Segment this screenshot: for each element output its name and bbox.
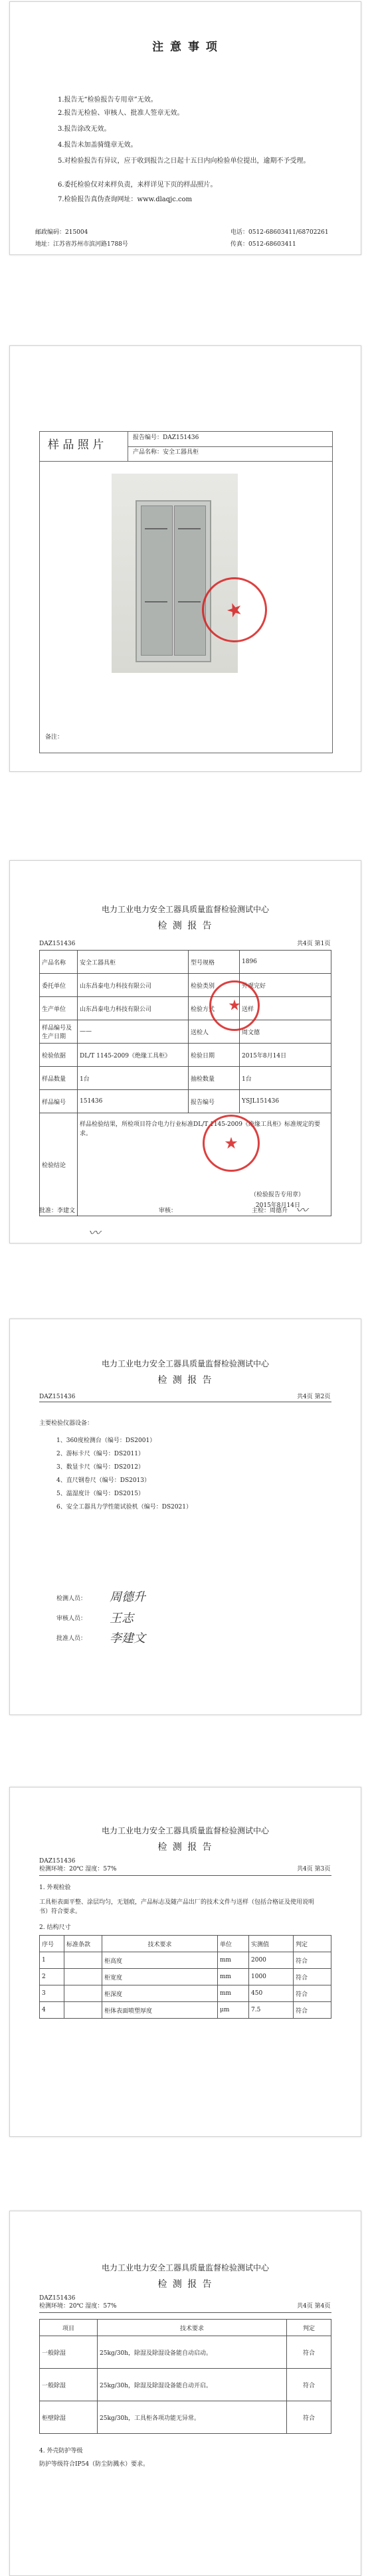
- table-cell: 抽检数量: [189, 1067, 240, 1090]
- report-info-table: [39, 950, 331, 1216]
- table-cell: ——: [78, 1020, 189, 1044]
- sample-title: 样 品 照 片: [48, 438, 104, 452]
- table-cell: 外观完好: [240, 974, 331, 997]
- approver-signature: 李建文: [110, 1631, 145, 1645]
- page-number: 共4页 第3页: [297, 1866, 331, 1873]
- reviewer-signature: 王志: [110, 1611, 134, 1625]
- column-header: 技术要求: [102, 1936, 218, 1952]
- table-cell: 送检人: [189, 1020, 240, 1044]
- address: 地址：江苏省苏州市滨河路1788号: [35, 241, 128, 248]
- report-number: DAZ151436: [39, 1394, 76, 1400]
- report-page-3: [9, 1787, 361, 2137]
- table-row: [40, 1067, 331, 1090]
- table-cell: 型号规格: [189, 951, 240, 974]
- test-environment: 检测环境：20℃ 湿度：57%: [39, 1866, 117, 1873]
- table-cell: 1台: [240, 1067, 331, 1090]
- table-cell: 1896: [240, 951, 331, 974]
- equipment-item: 6、安全工器具力学性能试验机（编号：DS2021）: [56, 1504, 193, 1511]
- table-cell: 符合: [287, 2401, 331, 2434]
- table-cell: 2000: [249, 1952, 294, 1969]
- table-cell: mm: [218, 1952, 249, 1969]
- telephone: 电话：0512-68603411/68702261: [230, 229, 329, 236]
- report-number: DAZ151436: [39, 2295, 76, 2302]
- table-cell: 450: [249, 1985, 294, 2002]
- equipment-item: 2、游标卡尺（编号：DS2011）: [56, 1451, 145, 1457]
- notice-title: 注 意 事 项: [152, 41, 219, 54]
- table-cell: 25kg/30h，除湿及除湿设备能自动启动。: [98, 2336, 287, 2369]
- tester: 主检：周德升: [252, 1208, 288, 1214]
- red-seal-stamp: [203, 1115, 260, 1172]
- notice-item-7: 7.检验报告真伪查询网址：www.dlaqjc.com: [58, 196, 193, 203]
- stamp-label: （检验报告专用章）: [250, 1192, 304, 1198]
- table-cell: 符合: [287, 2336, 331, 2369]
- table-cell: 检验日期: [189, 1044, 240, 1067]
- notice-item-1: 1.报告无“检验报告专用章”无效。: [58, 96, 157, 104]
- conclusion-text: 样品检验结果，所检项目符合电力行业标准DL/T 1145-2009《绝缘工具柜》标准规定的要求。: [80, 1121, 320, 1137]
- sample-report-no: 报告编号：DAZ151436: [133, 434, 199, 441]
- report-title: 检 测 报 告: [157, 921, 213, 931]
- report-page-1: [9, 860, 361, 1243]
- notice-item-4: 4.报告未加盖骑缝章无效。: [58, 141, 138, 149]
- red-seal-stamp: [209, 980, 260, 1031]
- table-cell: 25kg/30h，工具柜各项功能无异常。: [98, 2401, 287, 2434]
- table-row: [40, 1090, 331, 1113]
- signature-mark: 〰: [296, 1204, 308, 1218]
- sample-photo-page: [9, 345, 361, 772]
- section-title: 2. 结构尺寸: [39, 1924, 71, 1931]
- report-page-4: [9, 2211, 361, 2576]
- table-row: [40, 1020, 331, 1044]
- table-cell: 山东昌泰电力科技有限公司: [78, 974, 189, 997]
- tester-label: 检测人员：: [56, 1596, 87, 1602]
- table-cell: mm: [218, 1969, 249, 1985]
- table-cell: 委托单位: [40, 974, 78, 997]
- table-cell: 报告编号: [189, 1090, 240, 1113]
- table-cell: 周文德: [240, 1020, 331, 1044]
- table-cell: 柜深度: [102, 1985, 218, 2002]
- table-cell: 检验类别: [189, 974, 240, 997]
- table-cell: 2: [40, 1969, 64, 1985]
- column-header: 技术要求: [98, 2320, 287, 2336]
- dimension-table: [39, 1935, 331, 2019]
- section-title: 1. 外观检验: [39, 1885, 71, 1891]
- table-cell: 1台: [78, 1067, 189, 1090]
- seal-star-icon: ★: [223, 597, 246, 623]
- column-header: 标准条款: [64, 1936, 102, 1952]
- table-cell: μm: [218, 2002, 249, 2019]
- table-cell: 符合: [294, 1985, 331, 2002]
- equipment-item: 1、360度检测台（编号：DS2001）: [56, 1437, 156, 1444]
- section-text: 防护等级符合IP54（防尘防溅水）要求。: [39, 2461, 149, 2468]
- report-page-2: [9, 1319, 361, 1715]
- table-cell: 符合: [294, 1952, 331, 1969]
- table-cell: 一般除湿: [40, 2369, 98, 2401]
- column-header: 判定: [287, 2320, 331, 2336]
- table-row: [40, 974, 331, 997]
- org-name: 电力工业电力安全工器具质量监督检验测试中心: [101, 2263, 269, 2272]
- postcode: 邮政编码：215004: [35, 229, 88, 236]
- table-cell: 1000: [249, 1969, 294, 1985]
- notice-item-6: 6.委托检验仅对来样负责，来样详见下页的样品照片。: [58, 181, 217, 189]
- table-cell: 7.5: [249, 2002, 294, 2019]
- test-environment: 检测环境：20℃ 湿度：57%: [39, 2303, 117, 2310]
- section-text: 工具柜表面平整、涂层均匀，无划痕，产品标志及随产品出厂的技术文件与送样（包括合格证及使用说明书）符合要求。: [39, 1899, 315, 1915]
- column-header: 判定: [294, 1936, 331, 1952]
- reviewer: 审核：: [159, 1208, 177, 1214]
- notice-item-3: 3.报告涂改无效。: [58, 126, 111, 133]
- table-row: [40, 951, 331, 974]
- report-title: 检 测 报 告: [157, 2279, 213, 2290]
- table-cell: 1: [40, 1952, 64, 1969]
- table-header-row: [40, 1936, 331, 1952]
- table-cell: 样品数量: [40, 1067, 78, 1090]
- table-cell: DL/T 1145-2009《绝缘工具柜》: [78, 1044, 189, 1067]
- org-name: 电力工业电力安全工器具质量监督检验测试中心: [101, 1826, 269, 1835]
- conclusion-date: 2015年8月14日: [255, 1202, 300, 1209]
- page-number: 共4页 第4页: [297, 2303, 331, 2310]
- sample-photo-frame: [39, 460, 333, 753]
- tester-signature: 周德升: [110, 1590, 145, 1604]
- cabinet-body: [136, 500, 211, 662]
- seal-star-icon: ★: [224, 1134, 238, 1152]
- table-cell: 柜宽度: [102, 1969, 218, 1985]
- sample-product-name: 产品名称：安全工器具柜: [133, 449, 199, 456]
- report-number: DAZ151436: [39, 1858, 76, 1865]
- notice-item-5: 5.对检验报告有异议，应于收到报告之日起十五日内向检验单位提出，逾期不予受理。: [58, 157, 310, 165]
- table-row: [40, 1952, 331, 1969]
- table-row: [40, 2336, 331, 2369]
- table-cell: 样品编号及生产日期: [40, 1020, 78, 1044]
- sample-remark: 备注：: [45, 734, 64, 741]
- table-row: [40, 2369, 331, 2401]
- function-table: [39, 2319, 331, 2434]
- table-cell: 山东昌泰电力科技有限公司: [78, 997, 189, 1020]
- column-header: 序号: [40, 1936, 64, 1952]
- equipment-item: 3、数显卡尺（编号：DS2012）: [56, 1464, 145, 1471]
- equipment-item: 4、直尺钢卷尺（编号：DS2013）: [56, 1477, 151, 1484]
- equipment-item: 5、温湿度计（编号：DS2015）: [56, 1491, 145, 1497]
- report-title: 检 测 报 告: [157, 1375, 213, 1386]
- table-cell: 生产单位: [40, 997, 78, 1020]
- reviewer-label: 审核人员：: [56, 1615, 87, 1622]
- section-title: 4. 外壳防护等级: [39, 2448, 83, 2454]
- column-header: 实测值: [249, 1936, 294, 1952]
- approver: 批准：李建文: [39, 1208, 76, 1214]
- column-header: 项目: [40, 2320, 98, 2336]
- approver-label: 批准人员：: [56, 1635, 87, 1642]
- report-number: DAZ151436: [39, 941, 76, 947]
- page-number: 共4页 第1页: [297, 941, 331, 947]
- table-row: [40, 2401, 331, 2434]
- table-cell: 检验方式: [189, 997, 240, 1020]
- table-cell: 柜壁除湿: [40, 2401, 98, 2434]
- table-row: [40, 1969, 331, 1985]
- table-cell: 柜高度: [102, 1952, 218, 1969]
- table-cell: YSJL151436: [240, 1090, 331, 1113]
- fax: 传真：0512-68603411: [230, 241, 296, 248]
- cabinet-photo: [112, 474, 238, 673]
- org-name: 电力工业电力安全工器具质量监督检验测试中心: [101, 1359, 269, 1368]
- table-cell: 安全工器具柜: [78, 951, 189, 974]
- table-cell: 符合: [294, 2002, 331, 2019]
- table-header-row: [40, 2320, 331, 2336]
- table-cell: 一般除湿: [40, 2336, 98, 2369]
- table-cell: 2015年8月14日: [240, 1044, 331, 1067]
- table-cell: 符合: [287, 2369, 331, 2401]
- table-cell: 检验依据: [40, 1044, 78, 1067]
- table-cell: 3: [40, 1985, 64, 2002]
- table-row: [40, 2002, 331, 2019]
- notice-page: [9, 1, 361, 255]
- table-cell: 产品名称: [40, 951, 78, 974]
- conclusion-label: 检验结论: [40, 1113, 78, 1216]
- notice-item-2: 2.报告无检验、审核人、批准人签章无效。: [58, 110, 184, 117]
- table-row: [40, 1985, 331, 2002]
- table-cell: 柜体表面喷塑厚度: [102, 2002, 218, 2019]
- seal-star-icon: ★: [228, 997, 241, 1014]
- org-name: 电力工业电力安全工器具质量监督检验测试中心: [101, 905, 269, 914]
- equipment-title: 主要检验仪器设备：: [39, 1420, 94, 1427]
- table-cell: 151436: [78, 1090, 189, 1113]
- table-cell: 25kg/30h，除湿及除湿设备能自动开启。: [98, 2369, 287, 2401]
- conclusion-cell: [78, 1113, 331, 1216]
- table-row: [40, 997, 331, 1020]
- table-row: [40, 1044, 331, 1067]
- sample-header-box: [39, 431, 333, 462]
- report-title: 检 测 报 告: [157, 1842, 213, 1853]
- table-row: [40, 1113, 331, 1216]
- table-cell: 样品编号: [40, 1090, 78, 1113]
- table-cell: 送样: [240, 997, 331, 1020]
- column-header: 单位: [218, 1936, 249, 1952]
- page-number: 共4页 第2页: [297, 1394, 331, 1400]
- signature-mark: 〰: [88, 1226, 100, 1240]
- table-cell: mm: [218, 1985, 249, 2002]
- table-cell: 符合: [294, 1969, 331, 1985]
- table-cell: 4: [40, 2002, 64, 2019]
